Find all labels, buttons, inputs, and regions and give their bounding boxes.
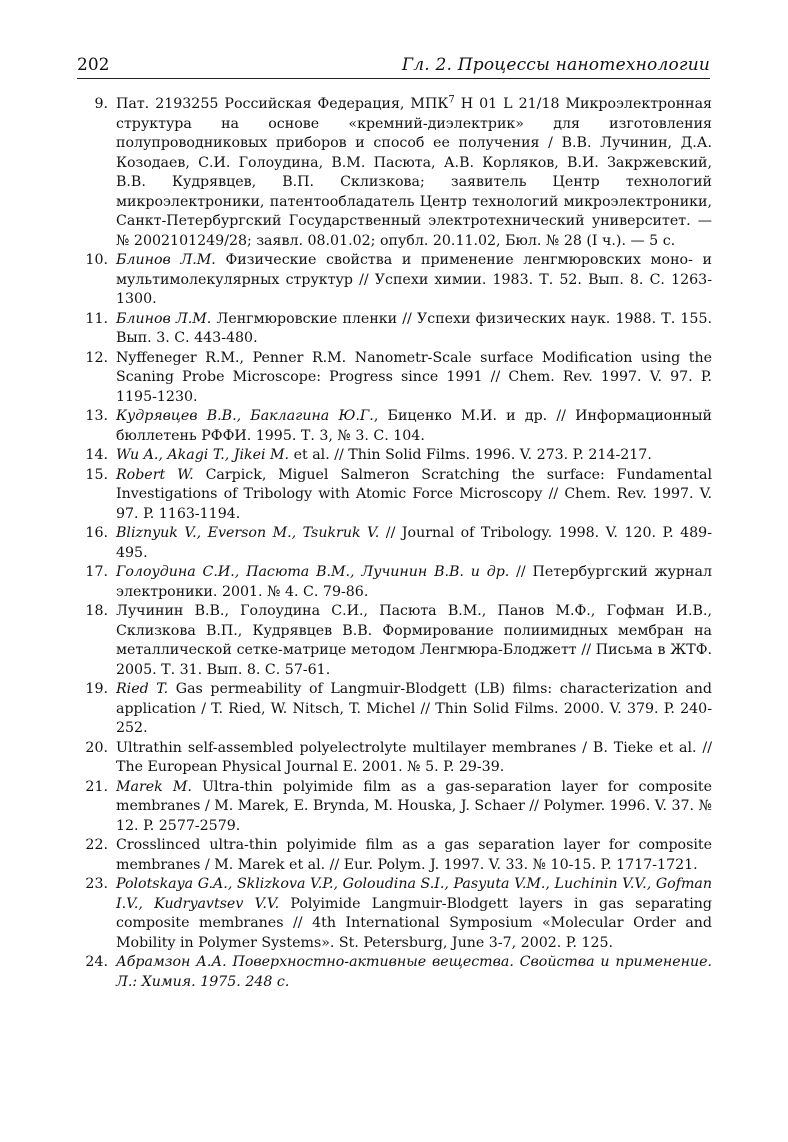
reference-number: 17. <box>85 564 108 580</box>
reference-item <box>80 524 712 563</box>
reference-item <box>80 602 712 680</box>
reference-number: 9. <box>94 96 108 112</box>
reference-authors: Блинов Л.М. <box>116 310 212 327</box>
reference-item <box>80 680 712 739</box>
reference-item <box>80 349 712 408</box>
reference-text-cont: H 01 L 21/18 Микроэлектронная структура на основе «кремний-диэлектрик» для изготовления полупроводниковых приборов и способ ее получения / В.В. Лучинин, Д.А. Козодаев, С.И. Голоудина, В.М. Пасюта, А.В. Корляков, В.И. Закржевский, В.В. Кудрявцев, В.П. Склизкова; заявитель Центр технологий микроэлектроники, патентообладатель Центр технологий микроэлектроники, Санкт-Петербургский Государственный электротехнический университет. — № 2002101249/28; заявл. 08.01.02; опубл. 20.11.02, Бюл. № 28 (I ч.). — 5 с. <box>116 96 712 249</box>
reference-text: Пат. 2193255 Российская Федерация, МПК <box>116 96 449 112</box>
reference-authors: Кудрявцев В.В., Баклагина Ю.Г. <box>116 408 374 424</box>
reference-authors: Robert W. <box>116 466 194 483</box>
page-header <box>77 55 710 77</box>
running-head: Гл. 2. Процессы нанотехнологии <box>401 55 710 75</box>
reference-text: Ленгмюровские пленки // Успехи физических наук. 1988. Т. 155. Вып. 3. С. 443-480. <box>116 310 712 346</box>
reference-list <box>80 95 712 992</box>
reference-text: // Петербургский журнал электроники. 2001. № 4. С. 79-86. <box>116 564 712 600</box>
reference-item <box>80 95 712 251</box>
reference-item <box>80 563 712 602</box>
reference-item <box>80 739 712 778</box>
reference-authors: Абрамзон А.А. <box>116 954 227 970</box>
reference-text: et al. // Thin Solid Films. 1996. V. 273. P. 214-217. <box>289 447 652 463</box>
reference-number: 24. <box>85 954 108 970</box>
reference-text: Gas permeability of Langmuir-Blodgett (LB) films: characterization and application / T. Ried, W. Nitsch, T. Michel // Thin Solid Films. 2000. V. 379. P. 240-252. <box>116 681 712 736</box>
reference-authors: Marek M. <box>116 778 192 795</box>
reference-authors: Блинов Л.М. <box>116 252 216 268</box>
reference-text: Поверхностно-активные вещества. Свойства и применение. Л.: Химия. 1975. 248 с. <box>116 954 712 990</box>
reference-item <box>80 836 712 875</box>
reference-item <box>80 251 712 310</box>
reference-authors: Polotskaya G.A., Sklizkova V.P., Goloudina S.I., Pasyuta V.M., Luchinin V.V., Gofman I.V., Kudryavtsev V.V. <box>116 876 712 912</box>
reference-authors: Bliznyuk V., Everson M., Tsukruk V. <box>116 525 380 541</box>
reference-superscript: 7 <box>448 94 455 106</box>
reference-number: 19. <box>85 681 108 697</box>
reference-text: Лучинин В.В., Голоудина С.И., Пасюта В.М., Панов М.Ф., Гофман И.В., Склизкова В.П., Кудрявцев В.В. Формирование полиимидных мембран на металлической сетке-матрице методом Ленгмюра-Блоджетт // Письма в ЖТФ. 2005. Т. 31. Вып. 8. С. 57-61. <box>116 603 712 678</box>
reference-number: 20. <box>85 739 108 756</box>
reference-number: 22. <box>85 837 108 853</box>
reference-text: Carpick, Miguel Salmeron Scratching the surface: Fundamental Investigations of Tribology with Atomic Force Microscopy // Chem. Rev. 1997. V. 97. P. 1163-1194. <box>116 466 712 522</box>
reference-number: 12. <box>85 349 108 366</box>
reference-number: 23. <box>85 876 108 892</box>
reference-item <box>80 310 712 349</box>
reference-authors: Ried T. <box>116 681 169 697</box>
reference-number: 13. <box>85 408 108 424</box>
reference-item <box>80 778 712 837</box>
reference-text: , Биценко М.И. и др. // Информационный бюллетень РФФИ. 1995. Т. 3, № 3. С. 104. <box>116 408 712 444</box>
reference-text: Ultrathin self-assembled polyelectrolyte multilayer membranes / B. Tieke et al. // The European Physical Journal E. 2001. № 5. P. 29-39. <box>116 739 712 775</box>
reference-item <box>80 446 712 466</box>
reference-number: 10. <box>85 252 108 268</box>
reference-item <box>80 407 712 446</box>
reference-text: Ultra-thin polyimide film as a gas-separation layer for composite membranes / M. Marek, E. Brynda, M. Houska, J. Schaer // Polymer. 1996. V. 37. № 12. P. 2577-2579. <box>116 778 713 834</box>
reference-number: 11. <box>85 310 108 327</box>
reference-number: 16. <box>85 525 108 541</box>
reference-text: // Journal of Tribology. 1998. V. 120. P. 489-495. <box>116 525 712 561</box>
reference-text: Физические свойства и применение ленгмюровских моно- и мультимолекулярных структур // Успехи химии. 1983. Т. 52. Вып. 8. С. 1263-1300. <box>116 252 713 307</box>
reference-authors: Голоудина С.И., Пасюта В.М., Лучинин В.В. и др. <box>116 564 510 580</box>
page-number: 202 <box>77 55 110 75</box>
reference-text: Crosslinced ultra-thin polyimide film as a gas separation layer for composite membranes / M. Marek et al. // Eur. Polym. J. 1997. V. 33. № 10-15. P. 1717-1721. <box>116 837 712 873</box>
reference-number: 21. <box>85 778 108 795</box>
reference-number: 18. <box>85 603 108 619</box>
reference-text: Nyffeneger R.M., Penner R.M. Nanometr-Scale surface Modification using the Scaning Probe Microscope: Progress since 1991 // Chem. Rev. 1997. V. 97. P. 1195-1230. <box>116 349 712 405</box>
header-rule <box>77 78 710 79</box>
reference-item <box>80 875 712 953</box>
reference-authors: Wu A., Akagi T., Jikei M. <box>116 447 290 463</box>
reference-item <box>80 466 712 525</box>
reference-text: Polyimide Langmuir-Blodgett layers in gas separating composite membranes // 4th International Symposium «Molecular Order and Mobility in Polymer Systems». St. Petersburg, June 3-7, 2002. P. 125. <box>116 895 712 951</box>
reference-number: 15. <box>85 466 108 483</box>
reference-item <box>80 953 712 992</box>
reference-number: 14. <box>85 447 108 463</box>
